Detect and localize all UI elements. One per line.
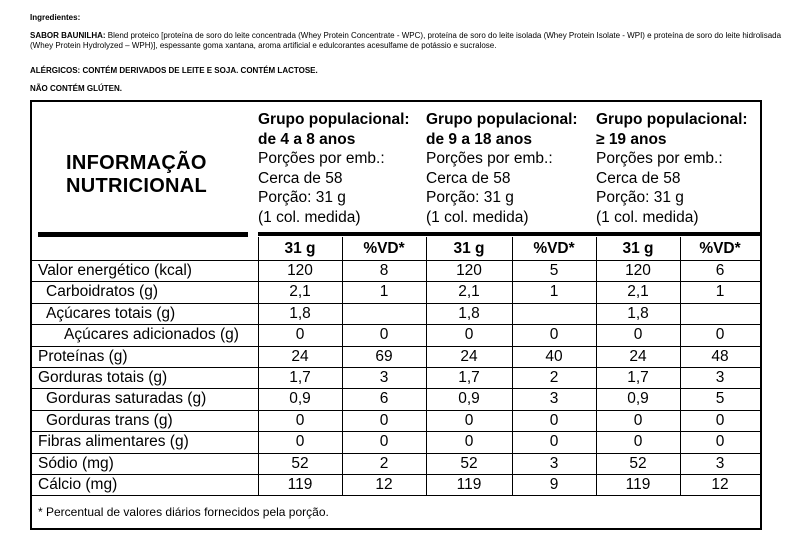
column-header-3: 31 g [453,240,485,257]
row-value: 0 [379,433,389,451]
group-2-title2: de 9 a 18 anos [426,130,532,148]
row-value: 120 [625,262,651,279]
group-3-title2: ≥ 19 anos [596,130,667,148]
row-value: 2 [549,369,559,386]
row-label: Carboidratos (g) [46,283,158,301]
row-value: 8 [379,262,389,279]
group-1-line3: Porção: 31 g [258,189,346,206]
row-value: 1,7 [289,369,311,386]
column-divider [342,237,343,495]
group-2-line3: Porção: 31 g [426,189,514,206]
row-label: Açúcares adicionados (g) [64,326,239,344]
table-title-line1: INFORMAÇÃO [66,152,207,174]
row-value: 3 [715,369,725,386]
row-value: 40 [545,347,563,365]
group-3-line1: Porções por emb.: [596,150,723,167]
footnote: * Percentual de valores diários fornecidos pela porção. [38,505,329,520]
row-label: Sódio (mg) [38,454,114,472]
row-value [680,304,760,324]
column-header-6: %VD* [699,240,741,257]
ingredients-text [30,31,788,51]
row-value: 0 [715,433,725,451]
row-value: 52 [460,454,478,472]
column-header-1: 31 g [284,240,316,257]
row-value: 0 [633,326,643,344]
row-value: 12 [711,476,729,493]
row-value: 0 [295,411,305,429]
row-value: 1 [549,283,559,301]
flavor-label: SABOR BAUNILHA: [30,31,106,40]
nutrition-facts-table [30,100,762,530]
row-value: 120 [287,262,313,279]
table-title [66,152,216,198]
row-value: 1 [715,283,725,301]
row-value: 0 [715,411,725,429]
row-value: 3 [379,369,389,386]
row-value: 1,8 [289,304,311,322]
row-value: 24 [629,347,647,365]
row-value: 0 [549,411,559,429]
row-value: 52 [629,454,647,472]
group-2-line1: Porções por emb.: [426,150,553,167]
row-value: 0 [464,433,474,451]
row-value: 12 [375,476,393,493]
row-label: Fibras alimentares (g) [38,433,189,451]
row-value: 3 [715,454,725,472]
header-thick-rule [258,232,760,236]
row-value: 0 [715,326,725,344]
row-value: 0,9 [458,390,480,408]
row-label: Valor energético (kcal) [38,262,192,279]
table-title-line2: NUTRICIONAL [66,175,208,197]
column-header-5: 31 g [622,240,654,257]
row-label: Gorduras totais (g) [38,369,168,386]
column-divider [426,237,427,495]
group-1-title1: Grupo populacional: [258,111,410,128]
row-value: 2,1 [289,283,311,301]
group-3-title1: Grupo populacional: [596,111,748,128]
row-divider [32,495,760,496]
row-value: 48 [711,347,729,365]
group-2-line2: Cerca de 58 [426,169,511,187]
group-1-line4: (1 col. medida) [258,208,361,226]
group-3-line4: (1 col. medida) [596,208,699,226]
column-divider [596,237,597,495]
row-value: 1 [379,283,389,301]
row-value: 0 [379,326,389,344]
row-value: 0 [464,326,474,344]
row-value: 1,8 [627,304,649,322]
group-3-line2: Cerca de 58 [596,169,681,187]
row-value: 6 [715,262,725,279]
row-value: 120 [456,262,482,279]
row-label: Açúcares totais (g) [46,304,176,322]
row-value: 119 [625,476,651,493]
ingredients-title: Ingredientes: [30,13,81,22]
row-value: 119 [287,476,313,493]
row-label: Proteínas (g) [38,347,128,365]
row-value [342,304,426,324]
group-2-title1: Grupo populacional: [426,111,578,128]
gluten-notice: NÃO CONTÉM GLÚTEN. [30,84,122,93]
row-value: 0 [295,326,305,344]
row-value: 69 [375,347,393,365]
row-value: 0 [633,433,643,451]
group-header-1 [258,110,426,227]
row-value: 9 [549,476,559,493]
column-header-2: %VD* [363,240,405,257]
allergens-notice: ALÉRGICOS: CONTÉM DERIVADOS DE LEITE E SOJA. CONTÉM LACTOSE. [30,66,318,75]
row-value: 0 [633,411,643,429]
row-value: 1,8 [458,304,480,322]
group-2-line4: (1 col. medida) [426,208,529,226]
row-value: 5 [715,390,725,408]
row-value: 2,1 [458,283,480,301]
row-value: 0 [549,326,559,344]
column-divider [680,237,681,495]
group-header-3 [596,110,764,227]
ingredients-list: Blend proteico [proteína de soro do leite concentrada (Whey Protein Concentrate - WPC), proteína de soro do leite isolada (Whey Protein Isolate - WPI) e proteína de soro do leite hidrolisada (Whey Protein Hydrolyzed – WPH)], espessante goma xantana, aroma artificial e edulcorantes acesulfame de potássio e sucralose. [30,31,782,50]
row-value: 1,7 [458,369,480,386]
row-value: 1,7 [627,369,649,386]
row-value: 0 [379,411,389,429]
group-1-title2: de 4 a 8 anos [258,130,356,148]
row-value: 2 [379,454,389,472]
row-value: 0,9 [289,390,311,408]
row-value: 6 [379,390,389,408]
row-value: 24 [291,347,309,365]
row-label: Gorduras trans (g) [46,411,173,429]
row-value [512,304,596,324]
group-1-line2: Cerca de 58 [258,169,343,187]
row-value: 0 [549,433,559,451]
group-1-line1: Porções por emb.: [258,150,385,167]
row-value: 3 [549,390,559,408]
row-value: 24 [460,347,478,365]
row-value: 0 [464,411,474,429]
row-value: 119 [456,476,482,493]
column-divider [512,237,513,495]
row-value: 5 [549,262,559,279]
row-value: 0,9 [627,390,649,408]
title-rule [38,232,248,237]
row-value: 2,1 [627,283,649,301]
column-header-4: %VD* [533,240,575,257]
row-value: 52 [291,454,309,472]
row-label: Gorduras saturadas (g) [46,390,207,408]
group-header-2 [426,110,594,227]
row-label: Cálcio (mg) [38,476,118,493]
row-value: 3 [549,454,559,472]
row-value: 0 [295,433,305,451]
group-3-line3: Porção: 31 g [596,189,684,206]
column-divider [258,237,259,495]
